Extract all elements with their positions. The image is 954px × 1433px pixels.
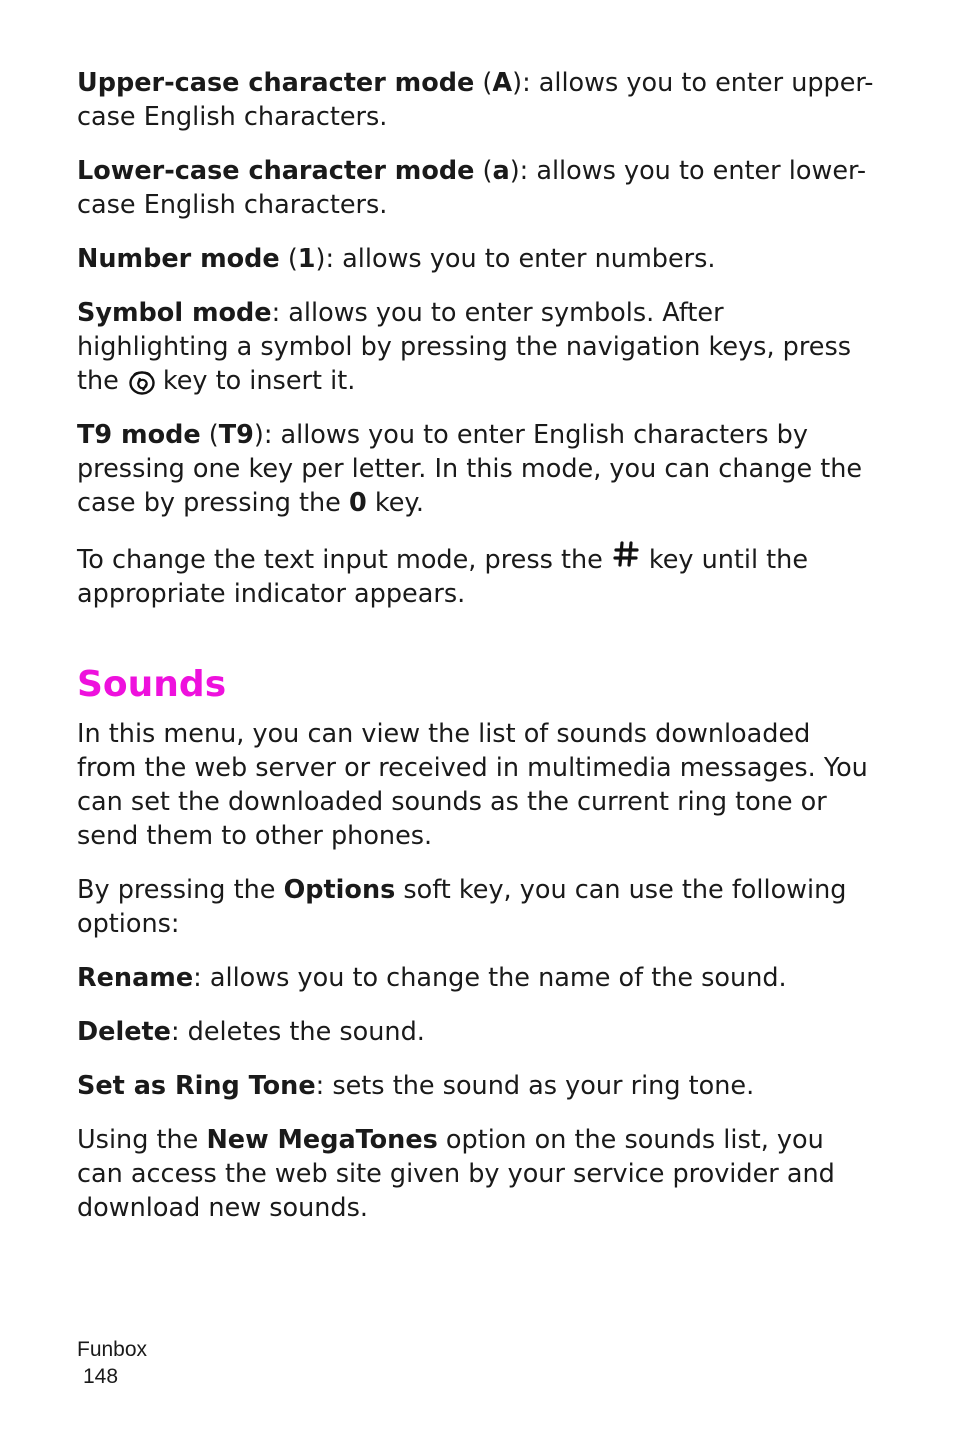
t9-mode-desc: : allows you to enter English characters by pressing one key per letter. In this mode, you can change the case by pressing the <box>77 420 863 518</box>
t9-mode-term: T9 mode <box>77 420 201 450</box>
number-mode-desc: : allows you to enter numbers. <box>325 244 716 274</box>
change-mode-note: To change the text input mode, press the key until the appropriate indicator appears. <box>77 540 877 611</box>
delete-option-term: Delete <box>77 1017 171 1047</box>
sounds-heading: Sounds <box>77 664 227 705</box>
number-mode-indicator: 1 <box>297 244 316 274</box>
delete-option: Delete: deletes the sound. <box>77 1017 425 1047</box>
options-intro: By pressing the Options soft key, you can use the following options: <box>77 875 847 939</box>
options-softkey-label: Options <box>283 875 396 905</box>
number-mode-item: Number mode (1): allows you to enter numbers. <box>77 244 716 274</box>
symbol-mode-item <box>77 296 877 398</box>
t9-mode-indicator: T9 <box>218 420 254 450</box>
symbol-mode-term: Symbol mode <box>77 298 272 328</box>
upper-case-mode-term: Upper-case character mode <box>77 68 475 98</box>
rename-option: Rename: allows you to change the name of the sound. <box>77 963 787 993</box>
lower-case-mode-indicator: a <box>492 156 510 186</box>
lower-case-mode-item: Lower-case character mode (a): allows you to enter lower-case English characters. <box>77 156 867 220</box>
sounds-intro: In this menu, you can view the list of sounds downloaded from the web server or received in multimedia messages. You can set the downloaded sounds as the current ring tone or send them to other phones. <box>77 719 868 851</box>
page-number: 148 <box>83 1365 119 1388</box>
new-megatones-label: New MegaTones <box>206 1125 438 1155</box>
set-as-ring-tone-option: Set as Ring Tone: sets the sound as your ring tone. <box>77 1071 755 1101</box>
symbol-mode-desc: : allows you to enter symbols. After highlighting a symbol by pressing the navigation keys, press the <box>77 298 852 396</box>
upper-case-mode-desc: : allows you to enter upper-case English characters. <box>77 68 874 132</box>
symbol-mode-desc-end: key to insert it. <box>162 366 356 396</box>
hash-key-icon <box>611 540 641 570</box>
lower-case-mode-term: Lower-case character mode <box>77 156 475 186</box>
page-footer <box>77 1336 147 1390</box>
ok-key-icon <box>127 369 157 395</box>
footer-section-name: Funbox <box>77 1338 148 1361</box>
t9-mode-item: T9 mode (T9): allows you to enter English characters by pressing one key per letter. In this mode, you can change the case by pressing the 0 key. <box>77 420 863 518</box>
upper-case-mode-item: Upper-case character mode (A): allows you to enter upper-case English characters. <box>77 68 874 132</box>
upper-case-mode-indicator: A <box>492 68 513 98</box>
rename-option-term: Rename <box>77 963 194 993</box>
zero-key-label: 0 <box>348 488 367 518</box>
number-mode-term: Number mode <box>77 244 280 274</box>
new-megatones-note: Using the New MegaTones option on the sounds list, you can access the web site given by your service provider and download new sounds. <box>77 1125 835 1223</box>
page-content <box>77 66 877 1245</box>
set-as-ring-tone-term: Set as Ring Tone <box>77 1071 316 1101</box>
lower-case-mode-desc: : allows you to enter lower-case English characters. <box>77 156 867 220</box>
